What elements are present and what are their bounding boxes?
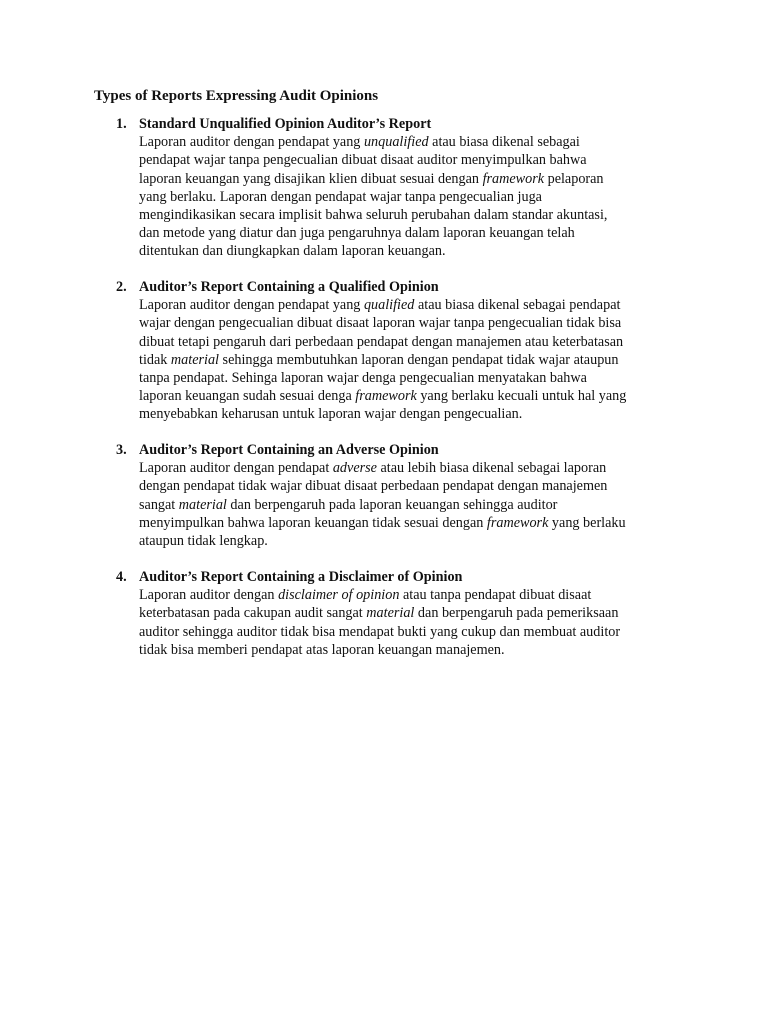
section-number: 3.: [116, 442, 127, 458]
paragraph-line: [139, 369, 679, 387]
text-run: laporan keuangan sudah sesuai denga: [139, 388, 356, 405]
text-run: ditentukan dan diungkapkan dalam laporan keuangan.: [139, 243, 446, 260]
text-run: atau biasa dikenal sebagai: [428, 134, 580, 151]
paragraph-line: [139, 387, 679, 405]
section-body: [139, 459, 679, 550]
text-run: yang berlaku kecuali untuk hal yang: [416, 388, 627, 405]
paragraph-line: [139, 151, 679, 169]
italic-term: material: [366, 605, 415, 622]
text-run: atau biasa dikenal sebagai pendapat: [414, 297, 621, 314]
paragraph-line: [139, 604, 679, 622]
italic-term: framework: [355, 388, 417, 405]
paragraph-line: [139, 514, 679, 532]
paragraph-line: [139, 333, 679, 351]
italic-term: material: [178, 496, 227, 513]
text-run: tidak bisa memberi pendapat atas laporan keuangan manajemen.: [139, 641, 505, 658]
paragraph-line: [139, 405, 679, 423]
text-run: dan berpengaruh pada laporan keuangan sehingga auditor: [226, 496, 558, 513]
text-run: tanpa pendapat. Sehinga laporan wajar denga pengecualian menyatakan bahwa: [139, 370, 587, 386]
text-run: Laporan auditor dengan pendapat yang: [139, 297, 364, 314]
text-run: Laporan auditor dengan: [139, 587, 279, 604]
section-body: [139, 296, 679, 423]
paragraph-line: [139, 224, 679, 242]
text-run: Laporan auditor dengan pendapat yang: [139, 134, 364, 151]
paragraph-line: [139, 314, 679, 332]
italic-term: material: [170, 351, 219, 368]
text-run: tidak: [139, 351, 171, 368]
paragraph-line: [139, 242, 679, 260]
section-body: [139, 586, 679, 659]
section-number: 4.: [116, 569, 127, 585]
text-run: pendapat wajar tanpa pengecualian dibuat disaat auditor menyimpulkan bahwa: [139, 152, 587, 169]
text-run: Laporan auditor dengan pendapat: [139, 460, 333, 477]
section-heading: Auditor’s Report Containing a Qualified Opinion: [139, 279, 439, 295]
section-number: 1.: [116, 116, 127, 132]
section-heading: Auditor’s Report Containing a Disclaimer of Opinion: [139, 569, 463, 585]
italic-term: qualified: [363, 297, 415, 314]
text-run: auditor sehingga auditor tidak bisa mendapat bukti yang cukup dan membuat auditor: [139, 623, 621, 640]
text-run: pelaporan: [544, 170, 604, 187]
text-run: ataupun tidak lengkap.: [139, 533, 268, 549]
paragraph-line: [139, 623, 679, 641]
text-run: dan metode yang diatur dan juga pengaruhnya dalam laporan keuangan telah: [139, 225, 575, 242]
paragraph-line: [139, 351, 679, 369]
text-run: menyimpulkan bahwa laporan keuangan tidak sesuai dengan: [139, 514, 487, 531]
paragraph-line: [139, 496, 679, 514]
paragraph-line: [139, 641, 679, 659]
paragraph-line: [139, 459, 679, 477]
paragraph-line: [139, 133, 679, 151]
text-run: sangat: [139, 496, 179, 513]
text-run: atau tanpa pendapat dibuat disaat: [399, 587, 592, 604]
paragraph-line: [139, 586, 679, 604]
text-run: keterbatasan pada cakupan audit sangat: [139, 605, 367, 622]
section-heading: Standard Unqualified Opinion Auditor’s Report: [139, 116, 432, 132]
text-run: yang berlaku. Laporan dengan pendapat wajar tanpa pengecualian juga: [139, 188, 542, 205]
text-run: laporan keuangan yang disajikan klien dibuat sesuai dengan: [139, 170, 483, 187]
text-run: sehingga membutuhkan laporan dengan pendapat tidak wajar ataupun: [219, 351, 619, 368]
paragraph-line: [139, 170, 679, 188]
text-run: dengan pendapat tidak wajar dibuat disaat perbedaan pendapat dengan manajemen: [139, 478, 608, 495]
paragraph-line: [139, 477, 679, 495]
italic-term: disclaimer of opinion: [278, 587, 400, 604]
italic-term: unqualified: [363, 134, 429, 151]
text-run: wajar dengan pengecualian dibuat disaat laporan wajar tanpa pengecualian tidak bisa: [139, 315, 622, 332]
section-number: 2.: [116, 279, 127, 295]
text-run: yang berlaku: [548, 514, 626, 531]
document-title: Types of Reports Expressing Audit Opinions: [94, 88, 379, 104]
text-run: mengindikasikan secara implisit bahwa seluruh perubahan dalam standar akuntasi,: [139, 207, 608, 223]
text-run: dan berpengaruh pada pemeriksaan: [414, 605, 619, 622]
text-run: dibuat tetapi pengaruh dari perbedaan pendapat dengan manajemen atau keterbatasan: [139, 333, 624, 350]
section-heading: Auditor’s Report Containing an Adverse Opinion: [139, 442, 439, 458]
italic-term: adverse: [332, 460, 377, 477]
section-body: [139, 133, 679, 260]
paragraph-line: [139, 206, 679, 224]
text-run: menyebabkan keharusan untuk laporan wajar dengan pengecualian.: [139, 406, 523, 423]
paragraph-line: [139, 296, 679, 314]
italic-term: framework: [486, 514, 549, 531]
paragraph-line: [139, 532, 679, 550]
italic-term: framework: [482, 170, 545, 187]
text-run: atau lebih biasa dikenal sebagai laporan: [376, 460, 607, 477]
paragraph-line: [139, 188, 679, 206]
